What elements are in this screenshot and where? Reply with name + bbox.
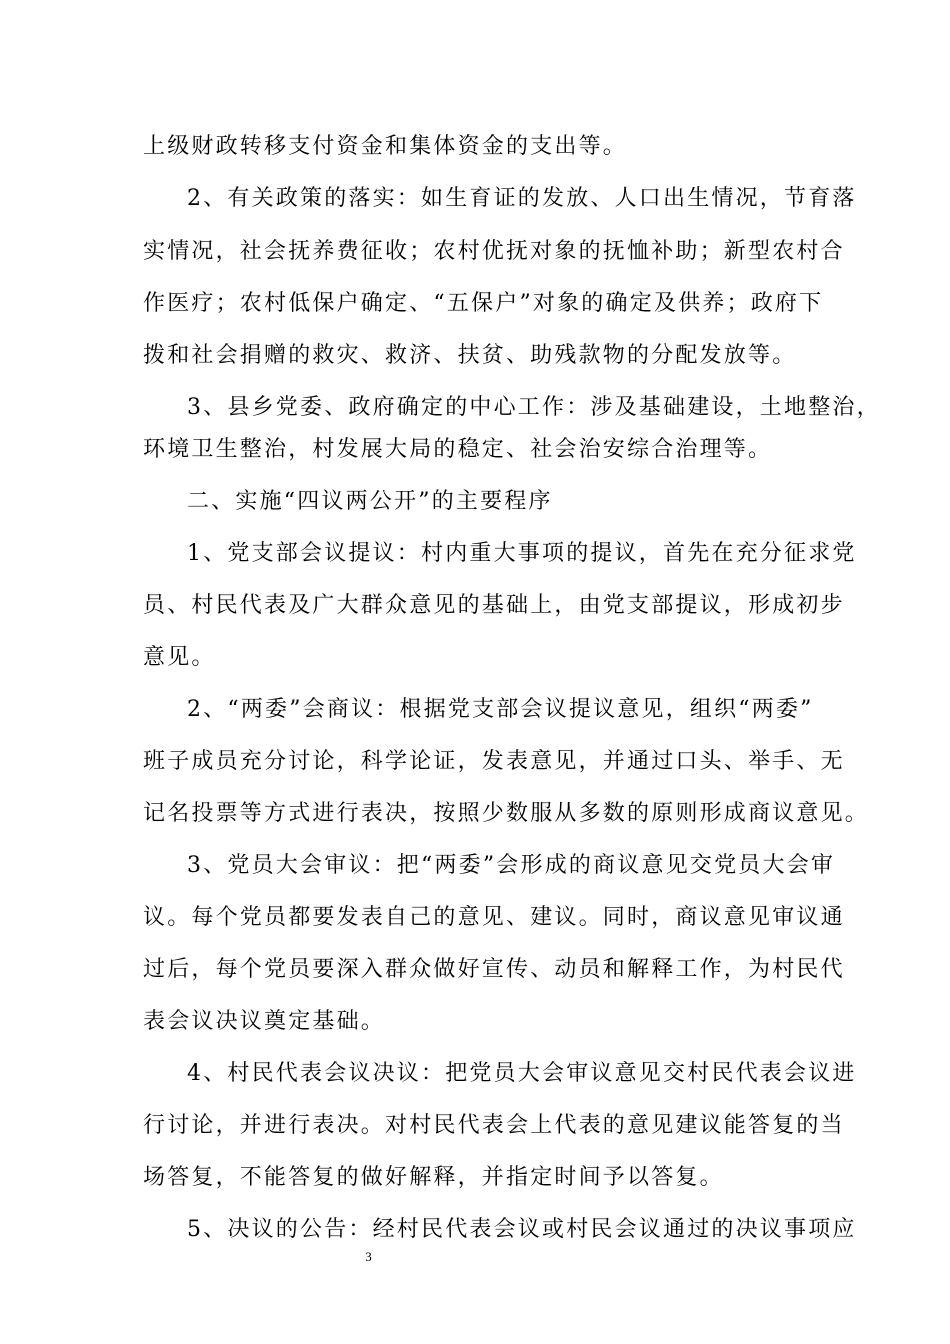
text-line: 5、决议的公告：经村民代表会议或村民会议通过的决议事项应 xyxy=(187,1217,857,1242)
text-line: 行讨论，并进行表决。对村民代表会上代表的意见建议能答复的当 xyxy=(143,1113,845,1138)
text-line: 1、党支部会议提议：村内重大事项的提议，首先在充分征求党 xyxy=(187,541,857,566)
text-line: 2、“两委”会商议：根据党支部会议提议意见，组织“两委” xyxy=(187,697,814,722)
text-line: 拨和社会捐赠的救灾、救济、扶贫、助残款物的分配发放等。 xyxy=(143,343,797,368)
text-line: 员、村民代表及广大群众意见的基础上，由党支部提议，形成初步 xyxy=(143,593,845,618)
text-line: 议。每个党员都要发表自己的意见、建议。同时，商议意见审议通 xyxy=(143,905,845,930)
text-line: 3、县乡党委、政府确定的中心工作：涉及基础建设，土地整治， xyxy=(187,395,881,420)
text-line: 上级财政转移支付资金和集体资金的支出等。 xyxy=(143,134,628,159)
text-line: 2、有关政策的落实：如生育证的发放、人口出生情况，节育落 xyxy=(187,186,857,211)
text-line: 环境卫生整治，村发展大局的稳定、社会治安综合治理等。 xyxy=(143,437,773,462)
text-line: 班子成员充分讨论，科学论证，发表意见，并通过口头、举手、无 xyxy=(143,749,845,774)
text-line: 实情况，社会抚养费征收；农村优抚对象的抚恤补助；新型农村合 xyxy=(143,239,845,264)
text-line: 过后，每个党员要深入群众做好宣传、动员和解释工作，为村民代 xyxy=(143,957,845,982)
text-line: 意见。 xyxy=(143,645,216,670)
text-line: 3、党员大会审议：把“两委”会形成的商议意见交党员大会审 xyxy=(187,853,836,878)
page-number: 3 xyxy=(365,1249,372,1264)
text-line: 作医疗；农村低保户确定、“五保户”对象的确定及供养；政府下 xyxy=(143,291,824,316)
text-line: 记名投票等方式进行表决，按照少数服从多数的原则形成商议意见。 xyxy=(143,801,870,826)
text-line: 场答复，不能答复的做好解释，并指定时间予以答复。 xyxy=(143,1165,724,1190)
text-line: 4、村民代表会议决议：把党员大会审议意见交村民代表会议进 xyxy=(187,1061,857,1086)
text-line: 表会议决议奠定基础。 xyxy=(143,1009,386,1034)
section-heading: 二、实施“四议两公开”的主要程序 xyxy=(187,489,553,514)
